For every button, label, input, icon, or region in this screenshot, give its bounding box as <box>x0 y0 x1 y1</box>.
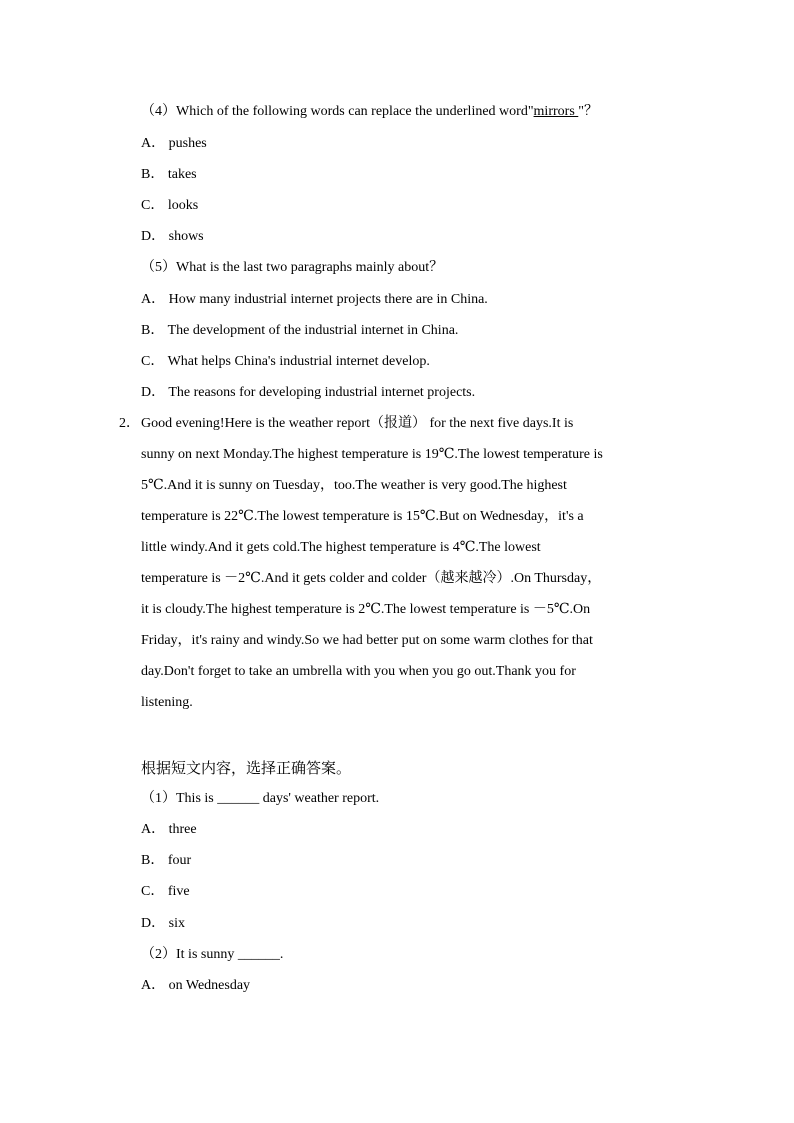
q5-stem: （5）What is the last two paragraphs mainly about？ <box>141 260 444 275</box>
q5-option-b[interactable] <box>141 322 458 340</box>
passage-line: listening. <box>141 695 193 710</box>
q4-underlined-word: mirrors <box>533 104 579 119</box>
p2q2-option-a[interactable] <box>141 977 250 995</box>
q4-stem-prefix: （4）Which of the following words can replace the underlined word" <box>141 104 534 119</box>
option-text: takes <box>167 167 197 182</box>
passage-line: Good evening!Here is the weather report（报道） for the next five days.It is <box>141 416 574 431</box>
option-letter: D． <box>141 385 166 400</box>
option-text: What helps China's industrial internet develop. <box>167 354 430 369</box>
passage-line: temperature is －2℃.And it gets colder and colder（越来越冷）.On Thursday， <box>141 571 602 586</box>
p2q1-stem: （1）This is ______ days' weather report. <box>141 791 380 806</box>
passage-text <box>141 415 671 725</box>
passage-number: 2． <box>119 416 140 431</box>
option-letter: B． <box>141 853 165 868</box>
passage-line: 5℃.And it is sunny on Tuesday，too.The weather is very good.The highest <box>141 478 567 493</box>
p2q1-option-c[interactable] <box>141 883 190 901</box>
q4-stem <box>141 103 598 121</box>
p2q1-option-b[interactable] <box>141 852 191 870</box>
option-text: How many industrial internet projects there are in China. <box>168 292 488 307</box>
option-text: five <box>167 884 190 899</box>
instruction-text: 根据短文内容，选择正确答案。 <box>141 759 352 777</box>
passage-line: little windy.And it gets cold.The highest temperature is 4℃.The lowest <box>141 540 541 555</box>
q5-option-c[interactable] <box>141 353 430 371</box>
passage-line: temperature is 22℃.The lowest temperature is 15℃.But on Wednesday，it's a <box>141 509 584 524</box>
q4-option-c[interactable] <box>141 197 198 215</box>
q4-option-d[interactable] <box>141 228 204 246</box>
option-text: pushes <box>168 136 207 151</box>
option-letter: C． <box>141 884 165 899</box>
option-text: The development of the industrial internet in China. <box>167 323 459 338</box>
passage-line: day.Don't forget to take an umbrella with you when you go out.Thank you for <box>141 664 576 679</box>
option-text: looks <box>167 198 199 213</box>
option-letter: B． <box>141 323 165 338</box>
option-letter: B． <box>141 167 165 182</box>
q5-option-a[interactable] <box>141 291 488 309</box>
q4-stem-suffix: "？ <box>578 104 598 119</box>
option-letter: C． <box>141 198 165 213</box>
option-letter: A． <box>141 292 166 307</box>
p2q2-stem: （2）It is sunny ______. <box>141 947 284 962</box>
passage-line: Friday，it's rainy and windy.So we had better put on some warm clothes for that <box>141 633 593 648</box>
p2q1-option-d[interactable] <box>141 915 185 933</box>
option-text: three <box>168 822 197 837</box>
p2q1-option-a[interactable] <box>141 821 197 839</box>
q4-option-b[interactable] <box>141 166 197 184</box>
option-letter: D． <box>141 229 166 244</box>
option-text: shows <box>168 229 204 244</box>
q4-option-a[interactable] <box>141 135 207 153</box>
option-letter: A． <box>141 978 166 993</box>
passage-line: it is cloudy.The highest temperature is 2℃.The lowest temperature is －5℃.On <box>141 602 591 617</box>
option-letter: A． <box>141 136 166 151</box>
option-text: four <box>167 853 192 868</box>
option-text: The reasons for developing industrial internet projects. <box>168 385 476 400</box>
option-letter: D． <box>141 916 166 931</box>
option-letter: C． <box>141 354 165 369</box>
option-letter: A． <box>141 822 166 837</box>
q5-option-d[interactable] <box>141 384 475 402</box>
option-text: six <box>168 916 185 931</box>
passage-line: sunny on next Monday.The highest temperature is 19℃.The lowest temperature is <box>141 447 603 462</box>
option-text: on Wednesday <box>168 978 251 993</box>
